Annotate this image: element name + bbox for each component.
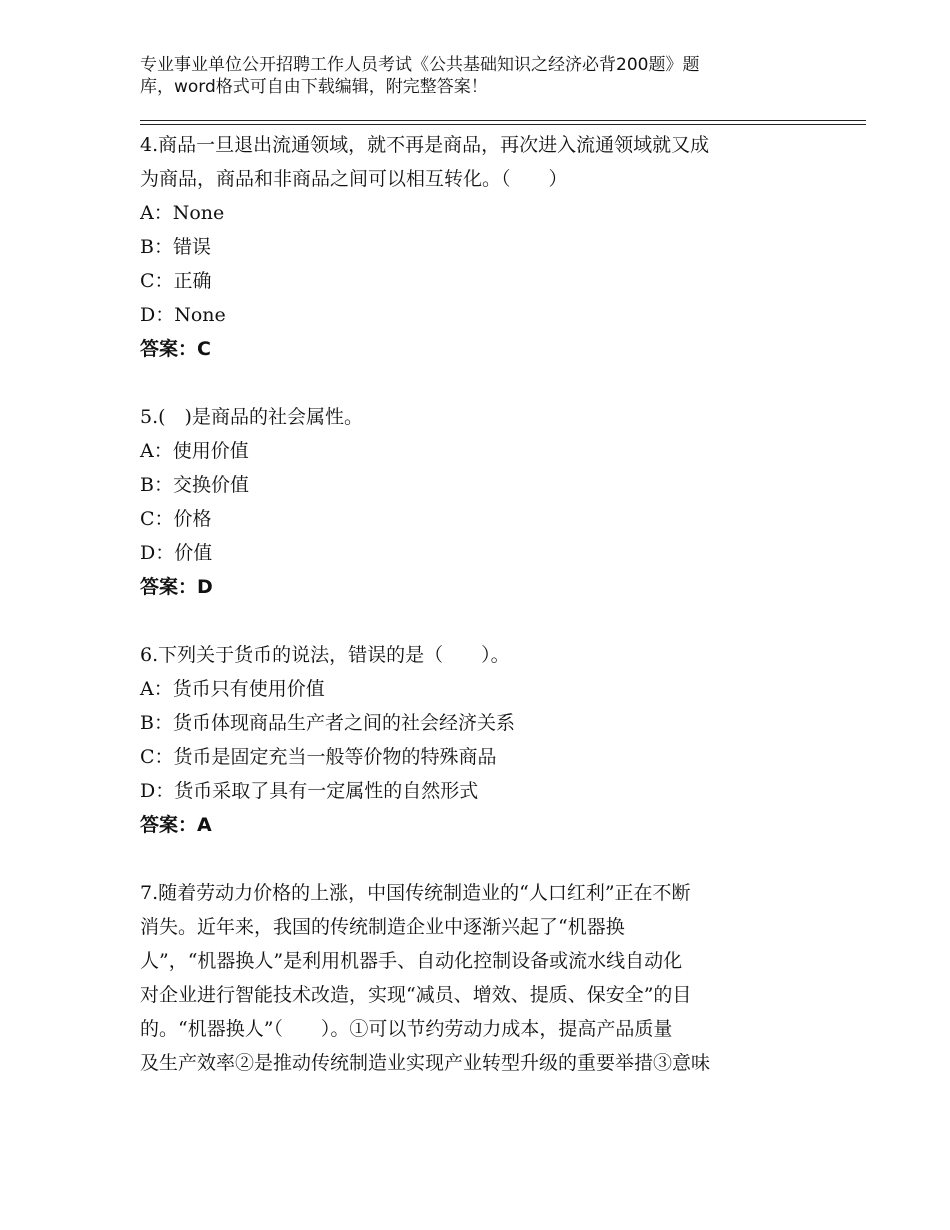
header-rule-top	[140, 120, 866, 121]
question-stem-line: 的。“机器换人”（ ）。①可以节约劳动力成本，提高产品质量	[140, 1018, 673, 1040]
question-stem-line: 及生产效率②是推动传统制造业实现产业转型升级的重要举措③意味	[140, 1052, 711, 1074]
option-a: A：使用价值	[140, 440, 249, 462]
option-b: B：错误	[140, 236, 211, 258]
option-c: C：货币是固定充当一般等价物的特殊商品	[140, 746, 497, 768]
question-4	[140, 128, 800, 366]
answer-label: 答案：C	[140, 338, 211, 360]
question-stem-line: 对企业进行智能技术改造，实现“减员、增效、提质、保安全”的目	[140, 984, 692, 1006]
question-stem-line: 为商品，商品和非商品之间可以相互转化。（ ）	[140, 168, 568, 190]
option-c: C：正确	[140, 270, 212, 292]
question-stem-line: 人”，“机器换人”是利用机器手、自动化控制设备或流水线自动化	[140, 950, 683, 972]
question-list	[140, 128, 800, 1080]
header-rule-bottom	[140, 124, 866, 125]
header-line-2: 库，word格式可自由下载编辑，附完整答案！	[140, 77, 488, 97]
option-a: A：None	[140, 202, 225, 224]
question-stem-line: 7.随着劳动力价格的上涨，中国传统制造业的“人口红利”正在不断	[140, 882, 691, 904]
question-stem-line: 5.( )是商品的社会属性。	[140, 406, 363, 428]
question-stem-line: 6.下列关于货币的说法，错误的是（ ）。	[140, 644, 510, 666]
option-a: A：货币只有使用价值	[140, 678, 325, 700]
question-7	[140, 876, 800, 1080]
option-d: D：货币采取了具有一定属性的自然形式	[140, 780, 479, 802]
question-6	[140, 638, 800, 842]
answer-label: 答案：A	[140, 814, 212, 836]
document-header	[140, 54, 780, 98]
option-d: D：None	[140, 304, 226, 326]
question-stem-line: 4.商品一旦退出流通领域，就不再是商品，再次进入流通领域就又成	[140, 134, 710, 156]
option-d: D：价值	[140, 542, 213, 564]
answer-label: 答案：D	[140, 576, 213, 598]
question-stem-line: 消失。近年来，我国的传统制造企业中逐渐兴起了“机器换	[140, 916, 625, 938]
option-b: B：交换价值	[140, 474, 249, 496]
question-5	[140, 400, 800, 604]
option-b: B：货币体现商品生产者之间的社会经济关系	[140, 712, 515, 734]
header-line-1: 专业事业单位公开招聘工作人员考试《公共基础知识之经济必背200题》题	[140, 55, 700, 75]
option-c: C：价格	[140, 508, 212, 530]
